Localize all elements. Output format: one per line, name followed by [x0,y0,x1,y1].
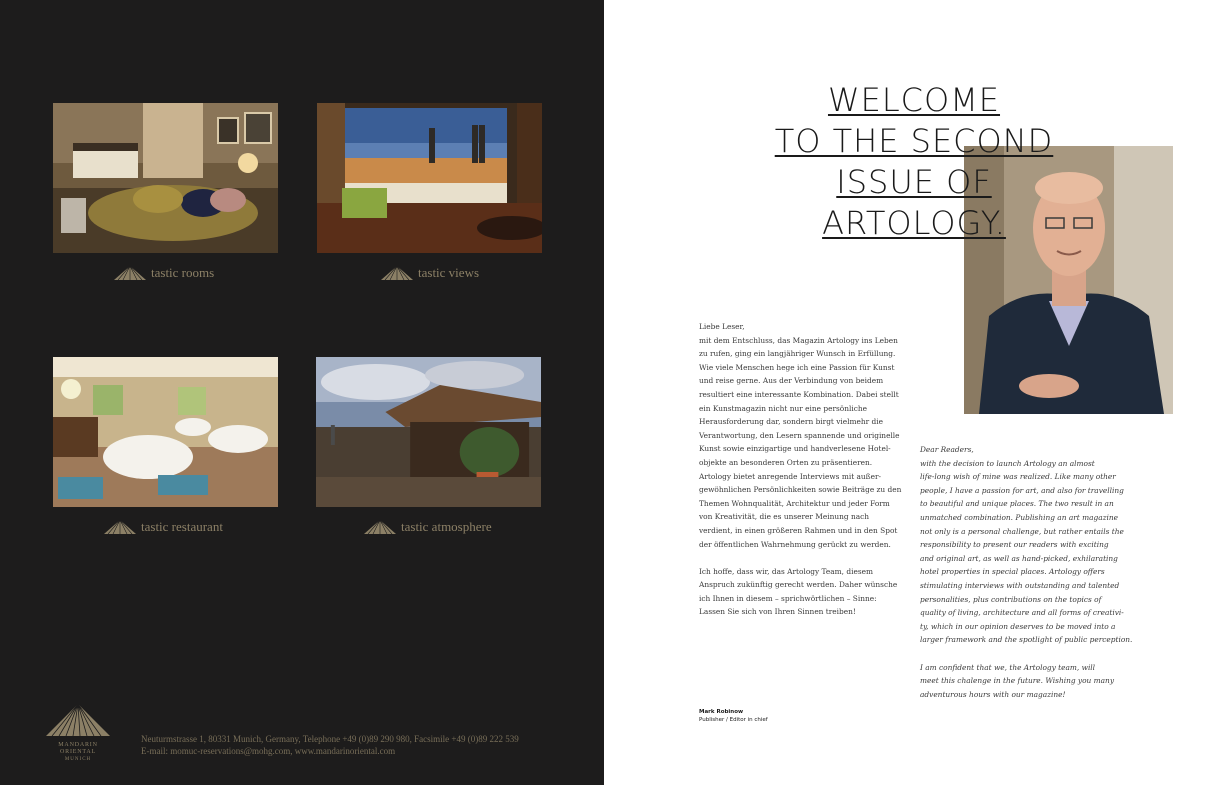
caption-atmosphere-text: tastic atmosphere [401,519,492,534]
right-page-editorial [604,0,1207,785]
photo-views [317,103,542,253]
english-paragraph-1: Dear Readers, with the decision to launch Artology an almost life-long wish of mine was realized. Like many other people, I have a passion for art, and also for travelling to beautiful and unique places. The two result in an unmatched combination. Publishing an art magazine not only is a personal challenge, but rather entails the responsibility to present our readers with exciting and original art, as well as hand-picked, exhilarating hotel properties in special places. Artology offers stimulating interviews with outstanding and talented personalities, plus contributions on the topics of quality of living, architecture and all forms of creativi- ty, which in our opinion deserves to be moved into a larger framework and the spotlight of public perception. [920,445,1133,645]
headline-line-4: ARTOLOGY. [822,204,1006,242]
photo-restaurant [53,357,278,507]
german-paragraph-2: Ich hoffe, dass wir, das Artology Team, diesem Anspruch zukünftig gerecht werden. Daher wünsche ich Ihnen in diesem – sprichwörtlichen – Sinne: Lassen Sie sich von Ihren Sinnen treiben! [699,566,898,617]
editor-signature [699,708,768,724]
logo-city: MUNICH [64,757,92,762]
welcome-headline [754,80,1074,244]
caption-restaurant-text: tastic restaurant [141,519,223,534]
headline-line-3: ISSUE OF [836,163,992,201]
german-paragraph-1: Liebe Leser, mit dem Entschluss, das Magazin Artology ins Leben zu rufen, ging ein langjähriger Wunsch in Erfüllung. Wie viele Menschen hege ich eine Passion für Kunst und reise gerne. Aus der Verbindung von beidem resultiert eine interessante Kombination. Dabei stellt ein Kunstmagazin nicht nur eine persönliche Herausforderung dar, sondern birgt vielmehr die Verantwortung, den Lesern spannende und originelle Kunst sowie einzigartige und handverlesene Hotel- objekte an besonderen Orten zu präsentieren. Artology bietet anregende Interviews mit außer- gewöhnlichen Persönlichkeiten sowie Beiträge zu den Themen Wohnqualität, Architektur und jeder Form von Kreativität, die es unserer Meinung nach verdient, in einen größeren Rahmen und in den Spot der öffentlichen Wahrnehmung gerückt zu werden. [699,322,902,549]
german-letter [699,320,914,633]
photo-rooms [53,103,278,253]
fan-icon [363,519,397,535]
hotel-address [141,733,519,757]
caption-views [380,264,479,282]
caption-rooms-text: tastic rooms [151,265,215,280]
editor-name: Mark Robinow [699,709,744,715]
caption-views-text: tastic views [418,265,480,280]
caption-rooms [113,264,214,282]
fan-icon [113,265,147,281]
contact-line[interactable]: E-mail: momuc-reservations@mohg.com, www.mandarinoriental.com [141,746,396,756]
fan-logo-icon [44,702,112,738]
fan-icon [103,519,137,535]
english-paragraph-2: I am confident that we, the Artology team, will meet this chalenge in the future. Wishing you many adventurous hours with our magazine! [920,662,1114,699]
logo-brand: MANDARIN ORIENTAL [58,742,98,755]
headline-line-1: WELCOME [827,81,1001,119]
caption-atmosphere [363,518,492,536]
address-line: Neuturmstrasse 1, 80331 Munich, Germany, Telephone +49 (0)89 290 980, Facsimile +49 (0)89 222 539 [141,734,519,744]
fan-icon [380,265,414,281]
mandarin-oriental-logo [44,702,112,762]
photo-atmosphere [316,357,541,507]
editor-title: Publisher / Editor in chief [699,717,768,723]
caption-restaurant [103,518,223,536]
headline-line-2: TO THE SECOND [774,122,1054,160]
english-letter [920,443,1135,715]
